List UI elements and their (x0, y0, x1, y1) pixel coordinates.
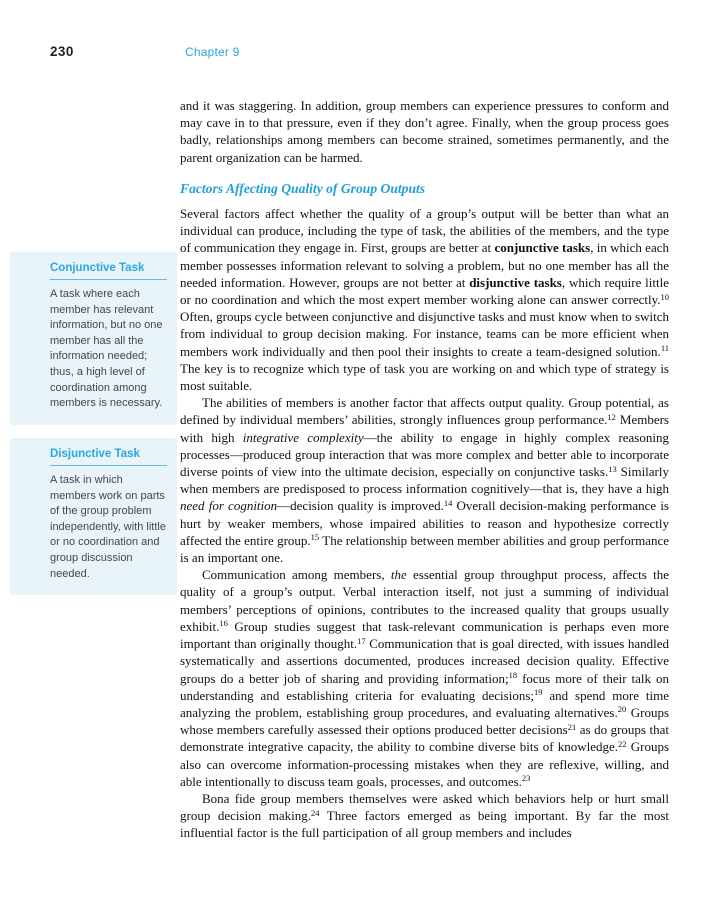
footnote-reference: 12 (607, 411, 616, 422)
definition-box-conjunctive-task (10, 252, 177, 425)
footnote-reference: 13 (608, 463, 617, 474)
text-run: The key is to recognize which type of task you are working on and which type of strategy is most suitable. (180, 360, 669, 394)
paragraph (180, 97, 669, 166)
text-run: Communication that is goal directed, with issues handled systematically and assertions documented, produces increased decision quality. Effective groups do a better job of sharing and providing information; (180, 636, 669, 686)
emphasized-term: need for cognition (180, 498, 278, 514)
paragraph (180, 205, 669, 394)
footnote-reference: 24 (310, 807, 320, 818)
footnote-reference: 10 (660, 291, 669, 302)
paragraph (180, 394, 669, 566)
footnote-reference: 11 (660, 343, 669, 354)
text-run: essential group throughput process, affects the quality of a group’s output. Verbal interaction itself, not just a summing of individual members’ perceptions of opinions, contributes to the increased quality that groups usually exhibit. (180, 567, 670, 634)
paragraph (180, 790, 669, 842)
page-number: 230 (50, 44, 74, 59)
text-run: Communication among members, (202, 567, 391, 583)
footnote-reference: 18 (508, 670, 518, 680)
main-text-column (180, 97, 669, 842)
text-run: Similarly when members are predisposed to process information cognitively—that is, they have a high (180, 464, 670, 497)
text-run: , in which each member possesses information relevant to solving a problem, but no one member has all the needed information. However, groups are not better at (180, 240, 669, 290)
footnote-reference: 23 (521, 773, 531, 784)
text-run: Groups whose members carefully assessed their options produced better decisions (180, 704, 670, 738)
emphasized-term: integrative complexity (242, 429, 364, 445)
text-run: The relationship between member abilities and group performance is an important one. (180, 532, 669, 566)
footnote-reference: 15 (310, 532, 320, 543)
definition-box-disjunctive-task (10, 438, 177, 595)
text-run: The abilities of members is another factor that affects output quality. Group potential, as defined by individual members’ abilities, strongly influences group performance. (180, 395, 669, 428)
footnote-reference: 17 (357, 635, 366, 646)
margin-sidebar (0, 0, 180, 900)
definition-body: A task in which members work on parts of the group problem independently, with little or no coordination and group discussion needed. (50, 474, 166, 580)
definition-body: A task where each member has relevant information, but no one member has all the information needed; thus, a high level of coordination among members is necessary. (50, 288, 163, 410)
footnote-reference: 16 (219, 618, 228, 629)
definition-title: Conjunctive Task (50, 262, 167, 280)
definition-title: Disjunctive Task (50, 448, 167, 466)
text-run: as do groups that demonstrate integrative capacity, the ability to combine diverse bits of knowledge. (180, 722, 669, 755)
text-run: and spend more time analyzing the problem, establishing group procedures, and evaluating alternatives. (180, 687, 669, 720)
footnote-reference: 20 (617, 704, 627, 715)
text-run: Often, groups cycle between conjunctive and disjunctive tasks and must know when to switch from individual to group decision making. For instance, teams can be more efficient when members work individually and then pool their insights to create a team-designed solution. (180, 309, 669, 359)
section-heading: Factors Affecting Quality of Group Outputs (180, 180, 426, 196)
text-run: Group studies suggest that task-relevant communication is perhaps even more important than originally thought. (180, 618, 669, 652)
footnote-reference: 14 (443, 497, 453, 508)
running-head-chapter: Chapter 9 (185, 45, 240, 59)
key-term: conjunctive tasks (494, 240, 591, 256)
text-run: focus more of their talk on understanding and establishing criteria for evaluating decisions; (180, 670, 669, 703)
footnote-reference: 22 (618, 738, 627, 749)
text-run: Overall decision-making performance is hurt by weaker members, whose impaired abilities to reason and hypothesize correctly affected the entire group. (180, 498, 669, 548)
text-run: , which require little or no coordination and which the most expert member working alone can answer correctly. (180, 274, 669, 308)
footnote-reference: 21 (567, 721, 577, 732)
text-run: Several factors affect whether the quality of a group’s output will be better than what an individual can produce, including the type of task, the abilities of the members, and the type of communication they engage in. First, groups are better at (180, 206, 669, 256)
text-run: Members with high (180, 412, 669, 445)
text-run: Three factors emerged as being important. By far the most influential factor is the full participation of all group members and includes (180, 808, 669, 841)
footnote-reference: 19 (534, 687, 543, 698)
text-run: Groups also can overcome information-processing mistakes when they are reflexive, willing, and able intentionally to discuss team goals, processes, and outcomes. (180, 739, 670, 789)
text-run: Bona fide group members themselves were asked which behaviors help or hurt small group decision making. (180, 790, 669, 824)
text-run: and it was staggering. In addition, group members can experience pressures to conform and may cave in to that pressure, even if they don’t agree. Finally, when the group process goes badly, relationships among members can become strained, sometimes permanently, and the parent organization can be harmed. (180, 98, 669, 165)
paragraph (180, 566, 669, 790)
text-run: —decision quality is improved. (277, 498, 444, 514)
text-run: —the ability to engage in highly complex reasoning processes—produced group interaction that was more complex and better able to incorporate diverse points of view into the ultimate decision, especially on conjunctive tasks. (180, 429, 669, 480)
key-term: disjunctive tasks (469, 274, 562, 290)
emphasized-term: the (390, 567, 407, 583)
